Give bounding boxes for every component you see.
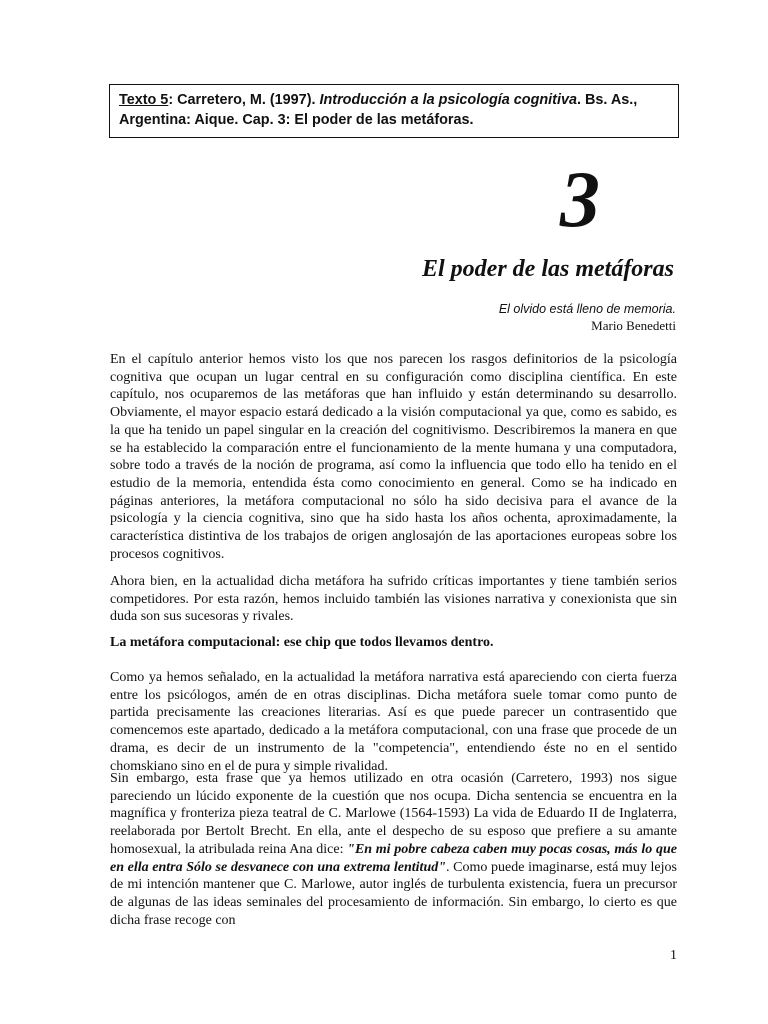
paragraph-text: Como ya hemos señalado, en la actualidad la metáfora narrativa está apareciendo con cierta fuerza entre los psicólogos, amén de en otras disciplinas. Dicha metáfora suele tomar como punto de partida precisamente las creaciones literarias. Así es que puede parecer un contrasentido que comencemos este apartado, dedicado a la metáfora computacional, con una frase que procede de un drama, es decir de un instrumento de la "competencia", entendiendo éste no en el sentido chomskiano sino en el de pura y simple rivalidad. [110,670,677,774]
reference-book-title: Introducción a la psicología cognitiva [319,92,577,108]
reference-label: Texto 5 [119,92,169,108]
body-paragraph-1 [110,351,677,563]
reference-publisher-chapter: . Bs. As., Argentina: Aique. Cap. 3: El poder de las metáforas. [119,92,638,128]
paragraph-text [110,770,677,929]
reference-author-year: : Carretero, M. (1997). [168,92,320,108]
page-number: 1 [670,948,677,963]
paragraph-text-part: . Como puede imaginarse, está muy lejos de mi intención mantener que C. Marlowe, autor inglés de turbulenta existencia, fuera un precursor de algunas de las ideas seminales del procesamiento de información. Sin embargo, lo cierto es que dicha frase recoge con [110,859,677,928]
paragraph-text: En el capítulo anterior hemos visto los que nos parecen los rasgos definitorios de la psicología cognitiva que ocupan un lugar central en su configuración como disciplina científica. En este capítulo, nos ocuparemos de las metáforas que han influido y están determinando su desarrollo. Obviamente, el mayor espacio estará dedicado a la visión computacional ya que, como es sabido, es la que ha tenido un papel singular en la creación del cognitivismo. Describiremos la manera en que se ha establecido la comparación entre el funcionamiento de la mente humana y una computadora, sobre todo a través de la noción de programa, así como la influencia que todo ello ha tenido en el estudio de la memoria, entendida ésta como conocimiento en general. Como se ha indicado en páginas anteriores, la metáfora computacional no sólo ha sido decisiva para el avance de la psicología y la ciencia cognitiva, sino que ha sido hasta los años ochenta, aproximadamente, la característica distintiva de los trabajos de origen anglosajón de las aportaciones europeas sobre los procesos cognitivos. [110,352,677,562]
quoted-sentence: "En mi pobre cabeza caben muy pocas cosas, más lo que en ella entra Sólo se desvanece con una extrema lentitud" [110,841,677,875]
chapter-number: 3 [560,156,600,244]
paragraph-text: Ahora bien, en la actualidad dicha metáfora ha sufrido críticas importantes y tiene también serios competidores. Por esta razón, hemos incluido también las visiones narrativa y conexionista que sin duda son sus sucesoras y rivales. [110,574,677,625]
body-paragraph-2 [110,573,677,626]
body-paragraph-4 [110,770,677,929]
reference-box [109,84,679,138]
body-paragraph-3 [110,669,677,775]
epigraph-quote: El olvido está lleno de memoria. [498,302,676,316]
chapter-title: El poder de las metáforas [422,256,674,282]
epigraph-author: Mario Benedetti [591,318,676,333]
section-heading: La metáfora computacional: ese chip que todos llevamos dentro. [110,635,494,650]
paragraph-text-part: Sin embargo, esta frase que ya hemos utilizado en otra ocasión (Carretero, 1993) nos sigue pareciendo un lúcido exponente de la cuestión que nos ocupa. Dicha sentencia se encuentra en la magnífica y fronteriza pieza teatral de C. Marlowe (1564-1593) La vida de Eduardo II de Inglaterra, reelaborada por Bertolt Brecht. En ella, ante el despecho de su esposo que prefiere a su amante homosexual, la atribulada reina Ana dice: [110,771,677,857]
